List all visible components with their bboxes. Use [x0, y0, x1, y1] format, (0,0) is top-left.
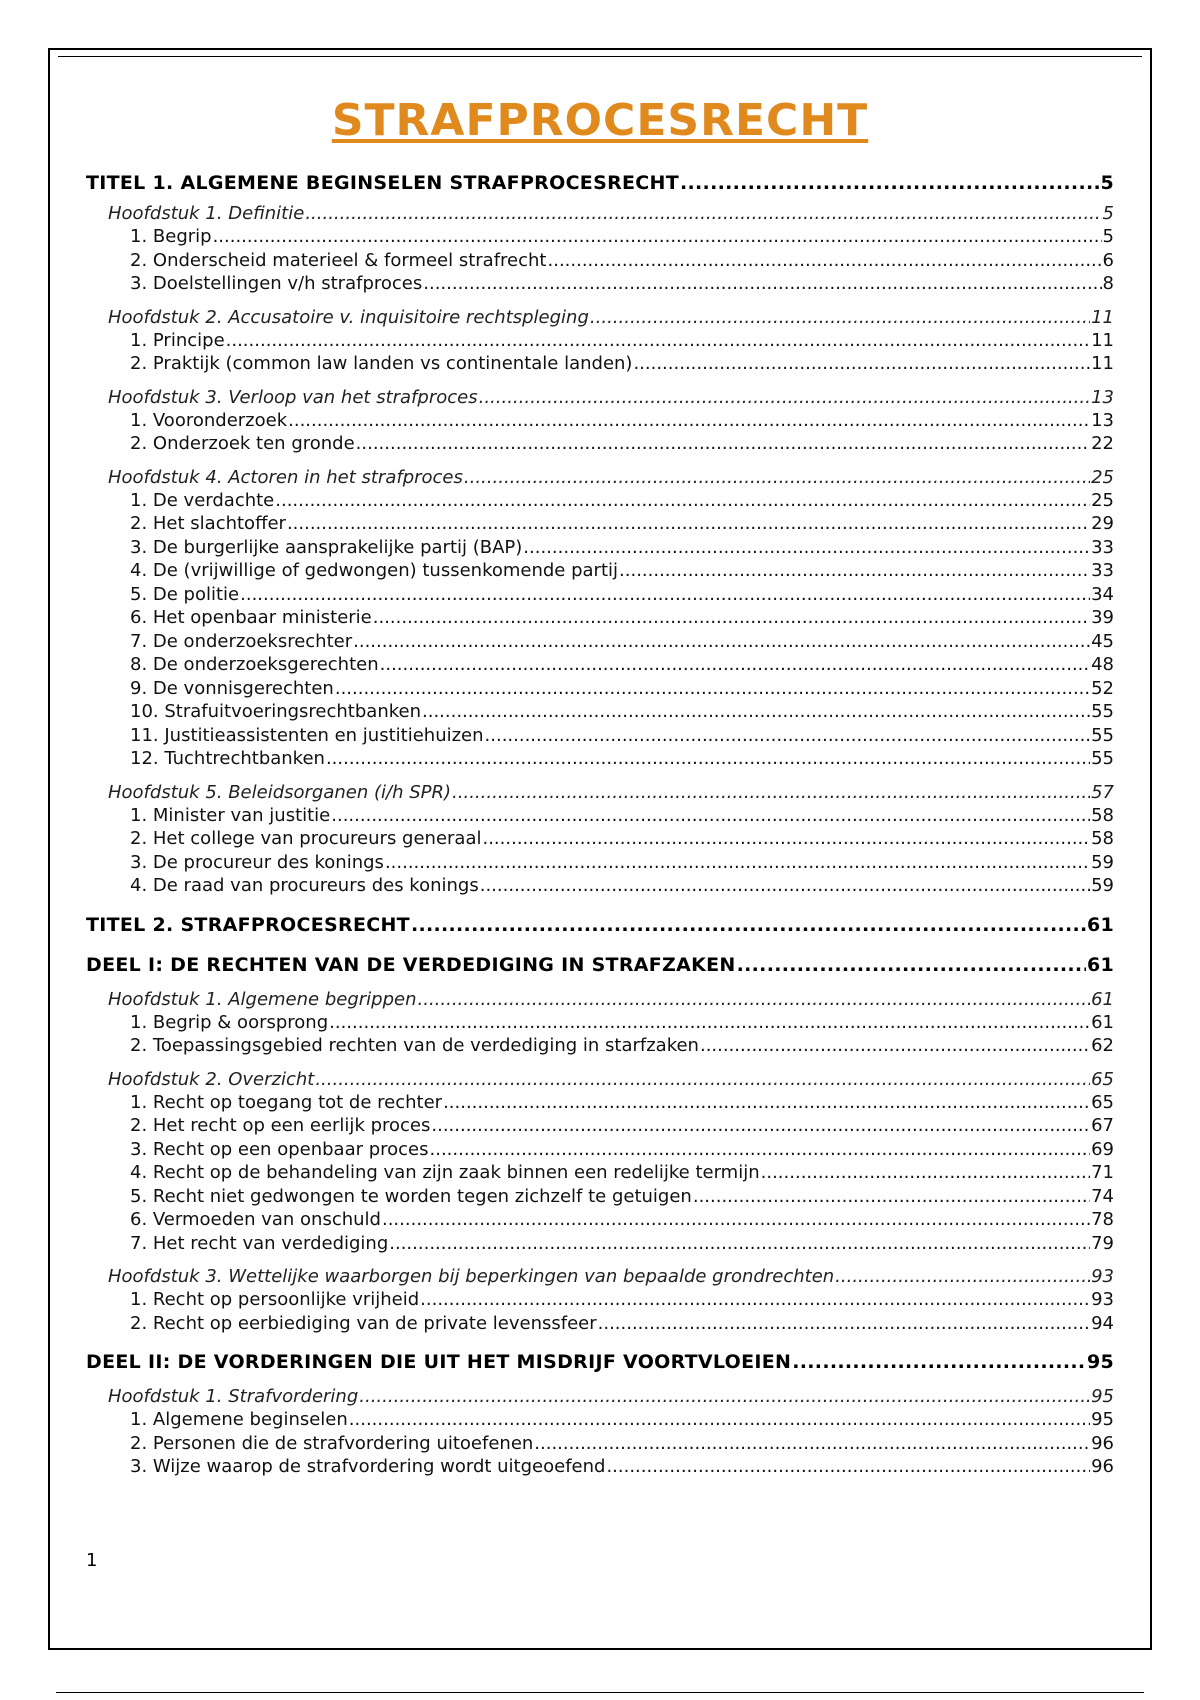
toc-subentry[interactable]: [86, 1161, 1114, 1185]
toc-subentry[interactable]: [86, 677, 1114, 701]
toc-page-number: 5: [1100, 172, 1114, 194]
toc-section-heading[interactable]: [86, 170, 1114, 196]
toc-page-number: 67: [1091, 1115, 1114, 1136]
toc-entry-text: TITEL 1. ALGEMENE BEGINSELEN STRAFPROCESRECHT: [86, 172, 679, 194]
toc-entry-text: 1. Principe: [130, 329, 225, 351]
toc-subentry[interactable]: [86, 536, 1114, 560]
toc-chapter-entry[interactable]: [86, 306, 1114, 329]
toc-subentry[interactable]: [86, 329, 1114, 353]
toc-page-number: 34: [1091, 583, 1114, 605]
toc-dot-leader: [598, 1312, 1090, 1336]
toc-entry-text: DEEL I: DE RECHTEN VAN DE VERDEDIGING IN STRAFZAKEN: [86, 953, 736, 976]
toc-entry-text: 1. Begrip & oorsprong: [130, 1011, 329, 1033]
toc-dot-leader: [835, 1265, 1090, 1288]
toc-page-number: 79: [1091, 1232, 1114, 1254]
page-number: 1: [86, 1550, 98, 1571]
toc-chapter-entry[interactable]: [86, 1265, 1114, 1288]
toc-page-number: 11: [1091, 353, 1114, 374]
toc-dot-leader: [315, 1068, 1090, 1091]
toc-entry-text: 1. Vooronderzoek: [130, 409, 288, 431]
toc-entry-text: Hoofdstuk 5. Beleidsorganen (i/h SPR): [108, 781, 452, 803]
toc-entry-text: 2. Onderzoek ten gronde: [130, 433, 355, 454]
toc-page-number: 94: [1091, 1312, 1114, 1334]
toc-entry-text: 12. Tuchtrechtbanken: [130, 748, 325, 769]
toc-subentry[interactable]: [86, 583, 1114, 607]
toc-page-number: 61: [1091, 988, 1114, 1010]
toc-entry-text: 2. Praktijk (common law landen vs continentale landen): [130, 353, 633, 374]
toc-page-number: 33: [1091, 536, 1114, 558]
toc-subentry[interactable]: [86, 1185, 1114, 1209]
toc-subentry[interactable]: [86, 653, 1114, 677]
toc-section-heading[interactable]: [86, 952, 1114, 978]
toc-dot-leader: [534, 1432, 1090, 1456]
toc-subentry[interactable]: [86, 1408, 1114, 1432]
toc-entry-text: 5. Recht niet gedwongen te worden tegen zichzelf te getuigen: [130, 1185, 692, 1207]
toc-chapter-entry[interactable]: [86, 781, 1114, 804]
toc-entry-text: 7. De onderzoeksrechter: [130, 630, 353, 652]
toc-page-number: 58: [1091, 804, 1114, 826]
toc-dot-leader: [411, 912, 1086, 938]
toc-subentry[interactable]: [86, 874, 1114, 898]
toc-entry-text: 6. Het openbaar ministerie: [130, 607, 372, 628]
toc-page-number: 29: [1091, 513, 1114, 534]
toc-dot-leader: [418, 988, 1091, 1011]
toc-entry-text: 3. De burgerlijke aansprakelijke partij (BAP): [130, 536, 523, 558]
toc-entry-text: 1. Algemene beginselen: [130, 1409, 348, 1430]
toc-entry-text: 2. Recht op eerbiediging van de private levenssfeer: [130, 1312, 597, 1334]
toc-subentry[interactable]: [86, 559, 1114, 583]
toc-dot-leader: [680, 170, 1099, 196]
toc-entry-text: 2. Het recht op een eerlijk proces: [130, 1115, 431, 1136]
toc-dot-leader: [423, 272, 1101, 296]
toc-page-number: 61: [1091, 1011, 1114, 1033]
toc-entry-text: 4. De (vrijwillige of gedwongen) tussenkomende partij: [130, 560, 619, 581]
toc-section-heading[interactable]: [86, 912, 1114, 938]
toc-page-number: 55: [1091, 748, 1114, 769]
top-rule: [58, 56, 1142, 57]
toc-page-number: 96: [1091, 1456, 1114, 1477]
toc-page-number: 93: [1091, 1289, 1114, 1310]
toc-dot-leader: [213, 225, 1102, 249]
toc-entry-text: 1. De verdachte: [130, 489, 275, 511]
toc-entry-text: 3. Wijze waarop de strafvordering wordt uitgeoefend: [130, 1456, 606, 1477]
toc-subentry[interactable]: [86, 700, 1114, 724]
toc-entry-text: 4. De raad van procureurs des konings: [130, 875, 479, 896]
toc-entry-text: 9. De vonnisgerechten: [130, 677, 334, 699]
toc-chapter-entry[interactable]: [86, 1385, 1114, 1408]
toc-entry-text: Hoofdstuk 3. Wettelijke waarborgen bij beperkingen van bepaalde grondrechten: [108, 1266, 835, 1287]
toc-entry-text: Hoofdstuk 1. Algemene begrippen: [108, 988, 417, 1010]
toc-subentry[interactable]: [86, 352, 1114, 376]
toc-subentry[interactable]: [86, 512, 1114, 536]
toc-page-number: 8: [1102, 273, 1114, 294]
toc-page-number: 95: [1091, 1409, 1114, 1430]
toc-entry-text: 2. Het college van procureurs generaal: [130, 828, 482, 849]
toc-subentry[interactable]: [86, 1432, 1114, 1456]
toc-page-number: 45: [1091, 630, 1114, 652]
toc-dot-leader: [485, 724, 1091, 748]
toc-subentry[interactable]: [86, 851, 1114, 875]
toc-entry-text: 8. De onderzoeksgerechten: [130, 654, 379, 675]
toc-entry-text: 3. Recht op een openbaar proces: [130, 1138, 429, 1160]
toc-dot-leader: [326, 747, 1090, 771]
toc-dot-leader: [356, 432, 1090, 456]
toc-page-number: 55: [1091, 701, 1114, 722]
toc-entry-text: 1. Recht op toegang tot de rechter: [130, 1091, 443, 1113]
toc-entry-text: 2. Toepassingsgebied rechten van de verdediging in starfzaken: [130, 1035, 699, 1056]
toc-entry-text: 3. Doelstellingen v/h strafproces: [130, 273, 423, 294]
toc-entry-text: DEEL II: DE VORDERINGEN DIE UIT HET MISDRIJF VOORTVLOEIEN: [86, 1351, 792, 1373]
toc-dot-leader: [606, 1455, 1090, 1479]
toc-page-number: 65: [1091, 1091, 1114, 1113]
toc-page-number: 58: [1091, 828, 1114, 849]
toc-dot-leader: [737, 952, 1086, 978]
toc-subentry[interactable]: [86, 1312, 1114, 1336]
toc-page-number: 93: [1091, 1266, 1114, 1287]
toc-page-number: 13: [1091, 386, 1114, 408]
toc-page-number: 74: [1091, 1185, 1114, 1207]
toc-subentry[interactable]: [86, 606, 1114, 630]
toc-page-number: 61: [1086, 953, 1114, 976]
toc-dot-leader: [382, 1208, 1090, 1232]
toc-page-number: 5: [1102, 203, 1114, 224]
toc-entry-text: 7. Het recht van verdediging: [130, 1232, 389, 1254]
toc-subentry[interactable]: [86, 432, 1114, 456]
toc-page-number: 78: [1091, 1209, 1114, 1230]
toc-dot-leader: [523, 536, 1090, 560]
toc-entry-text: Hoofdstuk 4. Actoren in het strafproces: [108, 466, 463, 488]
toc-entry-text: 10. Strafuitvoeringsrechtbanken: [130, 701, 421, 722]
toc-dot-leader: [480, 874, 1090, 898]
toc-subentry[interactable]: [86, 225, 1114, 249]
toc-subentry[interactable]: [86, 1455, 1114, 1479]
toc-dot-leader: [482, 827, 1090, 851]
toc-subentry[interactable]: [86, 409, 1114, 433]
toc-dot-leader: [792, 1349, 1086, 1375]
toc-dot-leader: [693, 1185, 1090, 1209]
toc-page-number: 33: [1091, 560, 1114, 581]
toc-dot-leader: [430, 1138, 1091, 1162]
toc-page-number: 95: [1086, 1351, 1114, 1373]
toc-subentry[interactable]: [86, 1138, 1114, 1162]
toc-dot-leader: [335, 677, 1090, 701]
toc-chapter-entry[interactable]: [86, 386, 1114, 409]
toc-page-number: 59: [1091, 875, 1114, 896]
toc-page-number: 61: [1086, 913, 1114, 936]
toc-subentry[interactable]: [86, 1034, 1114, 1058]
toc-dot-leader: [288, 409, 1090, 433]
toc-dot-leader: [331, 804, 1090, 828]
toc-subentry[interactable]: [86, 1232, 1114, 1256]
toc-page-number: 65: [1091, 1068, 1114, 1090]
table-of-contents: [86, 170, 1114, 1479]
toc-dot-leader: [633, 352, 1090, 376]
toc-dot-leader: [226, 329, 1090, 353]
toc-entry-text: Hoofdstuk 2. Overzicht: [108, 1068, 315, 1090]
toc-subentry[interactable]: [86, 1091, 1114, 1115]
toc-subentry[interactable]: [86, 724, 1114, 748]
toc-entry-text: 4. Recht op de behandeling van zijn zaak binnen een redelijke termijn: [130, 1162, 760, 1183]
toc-subentry[interactable]: [86, 249, 1114, 273]
toc-dot-leader: [380, 653, 1090, 677]
toc-entry-text: Hoofdstuk 1. Strafvordering: [108, 1386, 359, 1407]
toc-chapter-entry[interactable]: [86, 1068, 1114, 1091]
toc-dot-leader: [443, 1091, 1090, 1115]
toc-dot-leader: [349, 1408, 1090, 1432]
toc-dot-leader: [389, 1232, 1090, 1256]
toc-entry-text: Hoofdstuk 3. Verloop van het strafproces: [108, 386, 478, 408]
toc-page-number: 55: [1091, 724, 1114, 746]
toc-entry-text: 2. Het slachtoffer: [130, 513, 286, 534]
toc-entry-text: 1. Minister van justitie: [130, 804, 331, 826]
bottom-rule: [56, 1692, 1144, 1693]
toc-entry-text: 2. Onderscheid materieel & formeel strafrecht: [130, 249, 547, 271]
toc-dot-leader: [431, 1114, 1090, 1138]
toc-entry-text: 11. Justitieassistenten en justitiehuizen: [130, 724, 484, 746]
toc-subentry[interactable]: [86, 272, 1114, 296]
toc-subentry[interactable]: [86, 1114, 1114, 1138]
toc-dot-leader: [359, 1385, 1090, 1408]
toc-subentry[interactable]: [86, 804, 1114, 828]
toc-dot-leader: [240, 583, 1090, 607]
toc-dot-leader: [385, 851, 1090, 875]
toc-dot-leader: [479, 386, 1091, 409]
toc-dot-leader: [275, 489, 1090, 513]
toc-page-number: 22: [1091, 433, 1114, 454]
document-title: STRAFPROCESRECHT: [331, 95, 869, 146]
toc-page-number: 48: [1091, 654, 1114, 675]
toc-entry-text: 5. De politie: [130, 583, 240, 605]
toc-page-number: 95: [1091, 1386, 1114, 1407]
toc-page-number: 59: [1091, 851, 1114, 873]
toc-dot-leader: [420, 1288, 1090, 1312]
toc-dot-leader: [353, 630, 1090, 654]
toc-page-number: 11: [1091, 306, 1114, 328]
toc-page-number: 69: [1091, 1138, 1114, 1160]
toc-page-number: 71: [1091, 1162, 1114, 1183]
toc-entry-text: 6. Vermoeden van onschuld: [130, 1209, 381, 1230]
toc-dot-leader: [548, 249, 1102, 273]
toc-page-number: 57: [1091, 781, 1114, 803]
toc-dot-leader: [619, 559, 1090, 583]
toc-page-number: 5: [1102, 226, 1114, 247]
toc-dot-leader: [287, 512, 1090, 536]
toc-dot-leader: [590, 306, 1090, 329]
toc-entry-text: 2. Personen die de strafvordering uitoefenen: [130, 1432, 534, 1454]
toc-dot-leader: [373, 606, 1090, 630]
toc-dot-leader: [422, 700, 1090, 724]
toc-dot-leader: [452, 781, 1090, 804]
toc-entry-text: TITEL 2. STRAFPROCESRECHT: [86, 913, 410, 936]
toc-dot-leader: [305, 202, 1101, 225]
toc-entry-text: 3. De procureur des konings: [130, 851, 384, 873]
toc-dot-leader: [761, 1161, 1090, 1185]
toc-subentry[interactable]: [86, 1208, 1114, 1232]
toc-entry-text: Hoofdstuk 1. Definitie: [108, 203, 305, 224]
toc-page-number: 25: [1091, 489, 1114, 511]
toc-entry-text: 1. Recht op persoonlijke vrijheid: [130, 1289, 420, 1310]
toc-subentry[interactable]: [86, 1011, 1114, 1035]
toc-page-number: 39: [1091, 607, 1114, 628]
toc-page-number: 96: [1091, 1432, 1114, 1454]
toc-chapter-entry[interactable]: [86, 466, 1114, 489]
toc-page-number: 25: [1091, 466, 1114, 488]
toc-chapter-entry[interactable]: [86, 988, 1114, 1011]
toc-chapter-entry[interactable]: [86, 202, 1114, 225]
toc-section-heading[interactable]: [86, 1349, 1114, 1375]
toc-subentry[interactable]: [86, 827, 1114, 851]
toc-dot-leader: [700, 1034, 1090, 1058]
toc-subentry[interactable]: [86, 1288, 1114, 1312]
toc-page-number: 6: [1102, 249, 1114, 271]
toc-page-number: 13: [1091, 409, 1114, 431]
toc-page-number: 62: [1091, 1035, 1114, 1056]
toc-page-number: 11: [1091, 329, 1114, 351]
toc-entry-text: Hoofdstuk 2. Accusatoire v. inquisitoire rechtspleging: [108, 306, 589, 328]
toc-subentry[interactable]: [86, 747, 1114, 771]
toc-subentry[interactable]: [86, 489, 1114, 513]
toc-subentry[interactable]: [86, 630, 1114, 654]
toc-dot-leader: [329, 1011, 1090, 1035]
toc-page-number: 52: [1091, 677, 1114, 699]
toc-entry-text: 1. Begrip: [130, 226, 212, 247]
toc-dot-leader: [464, 466, 1090, 489]
